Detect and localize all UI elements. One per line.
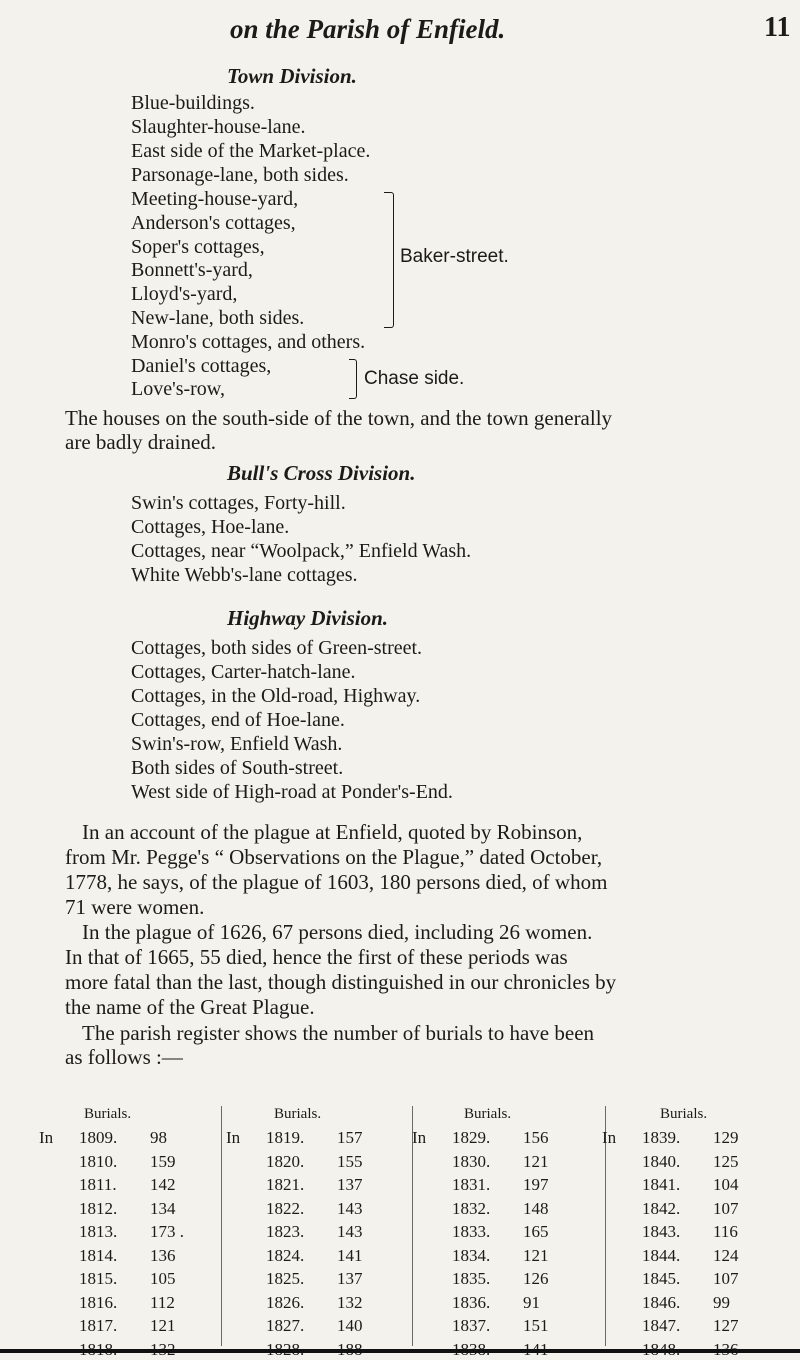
- paragraph-line: In the plague of 1626, 67 persons died, including 26 women.: [82, 920, 593, 944]
- in-label: In: [39, 1128, 54, 1147]
- burials-column-header: Burials.: [84, 1106, 132, 1122]
- burial-count: 104: [713, 1175, 739, 1194]
- list-item: Cottages, Carter-hatch-lane.: [131, 661, 356, 683]
- burial-year: 1835.: [452, 1269, 491, 1288]
- list-item: East side of the Market-place.: [131, 140, 371, 162]
- burial-year: 1812.: [79, 1198, 118, 1218]
- burial-count: 173 .: [150, 1222, 184, 1241]
- paragraph-line: 1778, he says, of the plague of 1603, 180 persons died, of whom: [65, 870, 608, 894]
- burial-year: 1814.: [79, 1245, 118, 1265]
- burial-count: 121: [150, 1316, 176, 1335]
- burial-year: 1817.: [79, 1316, 118, 1335]
- burial-year: 1843.: [642, 1222, 681, 1241]
- burial-count: 148: [523, 1198, 549, 1218]
- burial-count: 116: [713, 1222, 738, 1241]
- list-item: Meeting-house-yard,: [131, 188, 299, 210]
- burial-count: 127: [713, 1316, 739, 1335]
- burial-year: 1820.: [266, 1151, 305, 1171]
- burial-year: 1811.: [79, 1175, 117, 1194]
- burial-year: 1809.: [79, 1128, 118, 1147]
- list-item: Cottages, both sides of Green-street.: [131, 637, 423, 659]
- burial-year: 1844.: [642, 1245, 681, 1265]
- bulls-cross-heading: Bull's Cross Division.: [227, 461, 416, 485]
- list-item: Love's-row,: [131, 378, 225, 400]
- running-title: on the Parish of Enfield.: [230, 14, 506, 44]
- burial-count: 107: [713, 1198, 739, 1218]
- list-item: West side of High-road at Ponder's-End.: [131, 781, 453, 803]
- burial-year: 1829.: [452, 1128, 491, 1147]
- burial-year: 1839.: [642, 1128, 681, 1147]
- burial-count: 91: [523, 1292, 540, 1312]
- drainage-note: The houses on the south-side of the town, and the town generally: [65, 406, 613, 430]
- burial-count: 99: [713, 1292, 730, 1312]
- burial-count: 155: [337, 1151, 363, 1171]
- burial-count: 143: [337, 1222, 363, 1241]
- list-item: Cottages, near “Woolpack,” Enfield Wash.: [131, 540, 472, 562]
- burial-year: 1834.: [452, 1245, 491, 1265]
- list-item: Cottages, in the Old-road, Highway.: [131, 685, 421, 707]
- paragraph-line: the name of the Great Plague.: [65, 995, 315, 1019]
- burial-year: 1824.: [266, 1245, 305, 1265]
- paragraph-line: from Mr. Pegge's “ Observations on the Plague,” dated October,: [65, 845, 603, 869]
- paragraph-line: The parish register shows the number of burials to have been: [82, 1021, 595, 1045]
- burial-year: 1810.: [79, 1151, 118, 1171]
- burial-year: 1830.: [452, 1151, 491, 1171]
- list-item: Slaughter-house-lane.: [131, 116, 306, 138]
- list-item: Daniel's cottages,: [131, 355, 272, 377]
- in-label: In: [226, 1128, 241, 1147]
- burial-count: 136: [150, 1245, 176, 1265]
- burial-year: 1842.: [642, 1198, 681, 1218]
- burial-count: 121: [523, 1245, 549, 1265]
- burial-year: 1819.: [266, 1128, 305, 1147]
- burial-count: 140: [337, 1316, 363, 1335]
- list-item: Monro's cottages, and others.: [131, 331, 366, 353]
- burial-count: 159: [150, 1151, 176, 1171]
- list-item: Lloyd's-yard,: [131, 283, 238, 305]
- burial-count: 137: [337, 1175, 363, 1194]
- list-item: Both sides of South-street.: [131, 757, 344, 779]
- list-item: New-lane, both sides.: [131, 307, 305, 329]
- burials-column-1819: [226, 1106, 427, 1346]
- burial-year: 1845.: [642, 1269, 681, 1288]
- paragraph-line: more fatal than the last, though distinguished in our chronicles by: [65, 970, 617, 994]
- town-division-heading: Town Division.: [227, 64, 357, 88]
- burial-count: 107: [713, 1269, 739, 1288]
- in-label: In: [412, 1128, 427, 1147]
- burials-column-header: Burials.: [274, 1106, 322, 1122]
- burials-column-header: Burials.: [464, 1106, 512, 1122]
- list-item: Cottages, end of Hoe-lane.: [131, 709, 345, 731]
- burial-year: 1846.: [642, 1292, 681, 1312]
- burial-count: 126: [523, 1269, 549, 1288]
- list-item: Bonnett's-yard,: [131, 259, 253, 281]
- burial-year: 1816.: [79, 1292, 118, 1312]
- page-bottom-rule: [0, 1349, 800, 1353]
- burial-year: 1837.: [452, 1316, 491, 1335]
- burial-year: 1832.: [452, 1198, 491, 1218]
- burial-count: 125: [713, 1151, 739, 1171]
- burial-count: 121: [523, 1151, 549, 1171]
- drainage-note: are badly drained.: [65, 430, 217, 454]
- burial-year: 1836.: [452, 1292, 491, 1312]
- list-item: Swin's-row, Enfield Wash.: [131, 733, 343, 755]
- burial-count: 129: [713, 1128, 739, 1147]
- burial-year: 1826.: [266, 1292, 305, 1312]
- chase-side-brace: [349, 359, 357, 399]
- paragraph-line: as follows :—: [65, 1045, 183, 1069]
- chase-side-label: Chase side.: [364, 368, 465, 389]
- burial-year: 1813.: [79, 1222, 118, 1241]
- paragraph-line: 71 were women.: [65, 895, 205, 919]
- baker-street-label: Baker-street.: [400, 246, 509, 267]
- burial-year: 1847.: [642, 1316, 681, 1335]
- paragraph-line: In that of 1665, 55 died, hence the first of these periods was: [65, 945, 568, 969]
- list-item: Swin's cottages, Forty-hill.: [131, 492, 346, 514]
- burial-count: 98: [150, 1128, 167, 1147]
- running-head: [0, 8, 800, 48]
- burial-count: 124: [713, 1245, 739, 1265]
- page-number: 11: [764, 12, 791, 43]
- burials-column-1829: [412, 1106, 610, 1346]
- burial-year: 1823.: [266, 1222, 305, 1241]
- burial-count: 141: [337, 1245, 363, 1265]
- burials-table: [39, 1106, 785, 1346]
- highway-heading: Highway Division.: [227, 606, 389, 630]
- burial-year: 1815.: [79, 1269, 118, 1288]
- burial-year: 1822.: [266, 1198, 305, 1218]
- list-item: Blue-buildings.: [131, 92, 255, 114]
- burial-year: 1831.: [452, 1175, 491, 1194]
- burial-count: 157: [337, 1128, 363, 1147]
- burials-column-header: Burials.: [660, 1106, 708, 1122]
- burial-year: 1833.: [452, 1222, 491, 1241]
- baker-street-brace: [384, 192, 394, 328]
- burial-year: 1821.: [266, 1175, 305, 1194]
- burial-year: 1841.: [642, 1175, 681, 1194]
- burial-count: 134: [150, 1198, 176, 1218]
- burial-year: 1827.: [266, 1316, 305, 1335]
- burial-count: 132: [337, 1292, 363, 1312]
- burial-count: 142: [150, 1175, 176, 1194]
- list-item: White Webb's-lane cottages.: [131, 564, 358, 586]
- list-item: Cottages, Hoe-lane.: [131, 516, 290, 538]
- burial-count: 143: [337, 1198, 363, 1218]
- in-label: In: [602, 1128, 617, 1147]
- burial-count: 156: [523, 1128, 549, 1147]
- burials-column-1809: [39, 1106, 237, 1346]
- burial-count: 197: [523, 1175, 549, 1194]
- burial-count: 105: [150, 1269, 176, 1288]
- burials-column-1839: [602, 1106, 800, 1346]
- burial-count: 112: [150, 1292, 175, 1312]
- list-item: Anderson's cottages,: [131, 212, 296, 234]
- burial-count: 151: [523, 1316, 549, 1335]
- burial-year: 1825.: [266, 1269, 305, 1288]
- burial-count: 137: [337, 1269, 363, 1288]
- list-item: Soper's cottages,: [131, 236, 265, 258]
- burial-year: 1840.: [642, 1151, 681, 1171]
- list-item: Parsonage-lane, both sides.: [131, 164, 349, 186]
- paragraph-line: In an account of the plague at Enfield, quoted by Robinson,: [82, 820, 583, 844]
- burial-count: 165: [523, 1222, 549, 1241]
